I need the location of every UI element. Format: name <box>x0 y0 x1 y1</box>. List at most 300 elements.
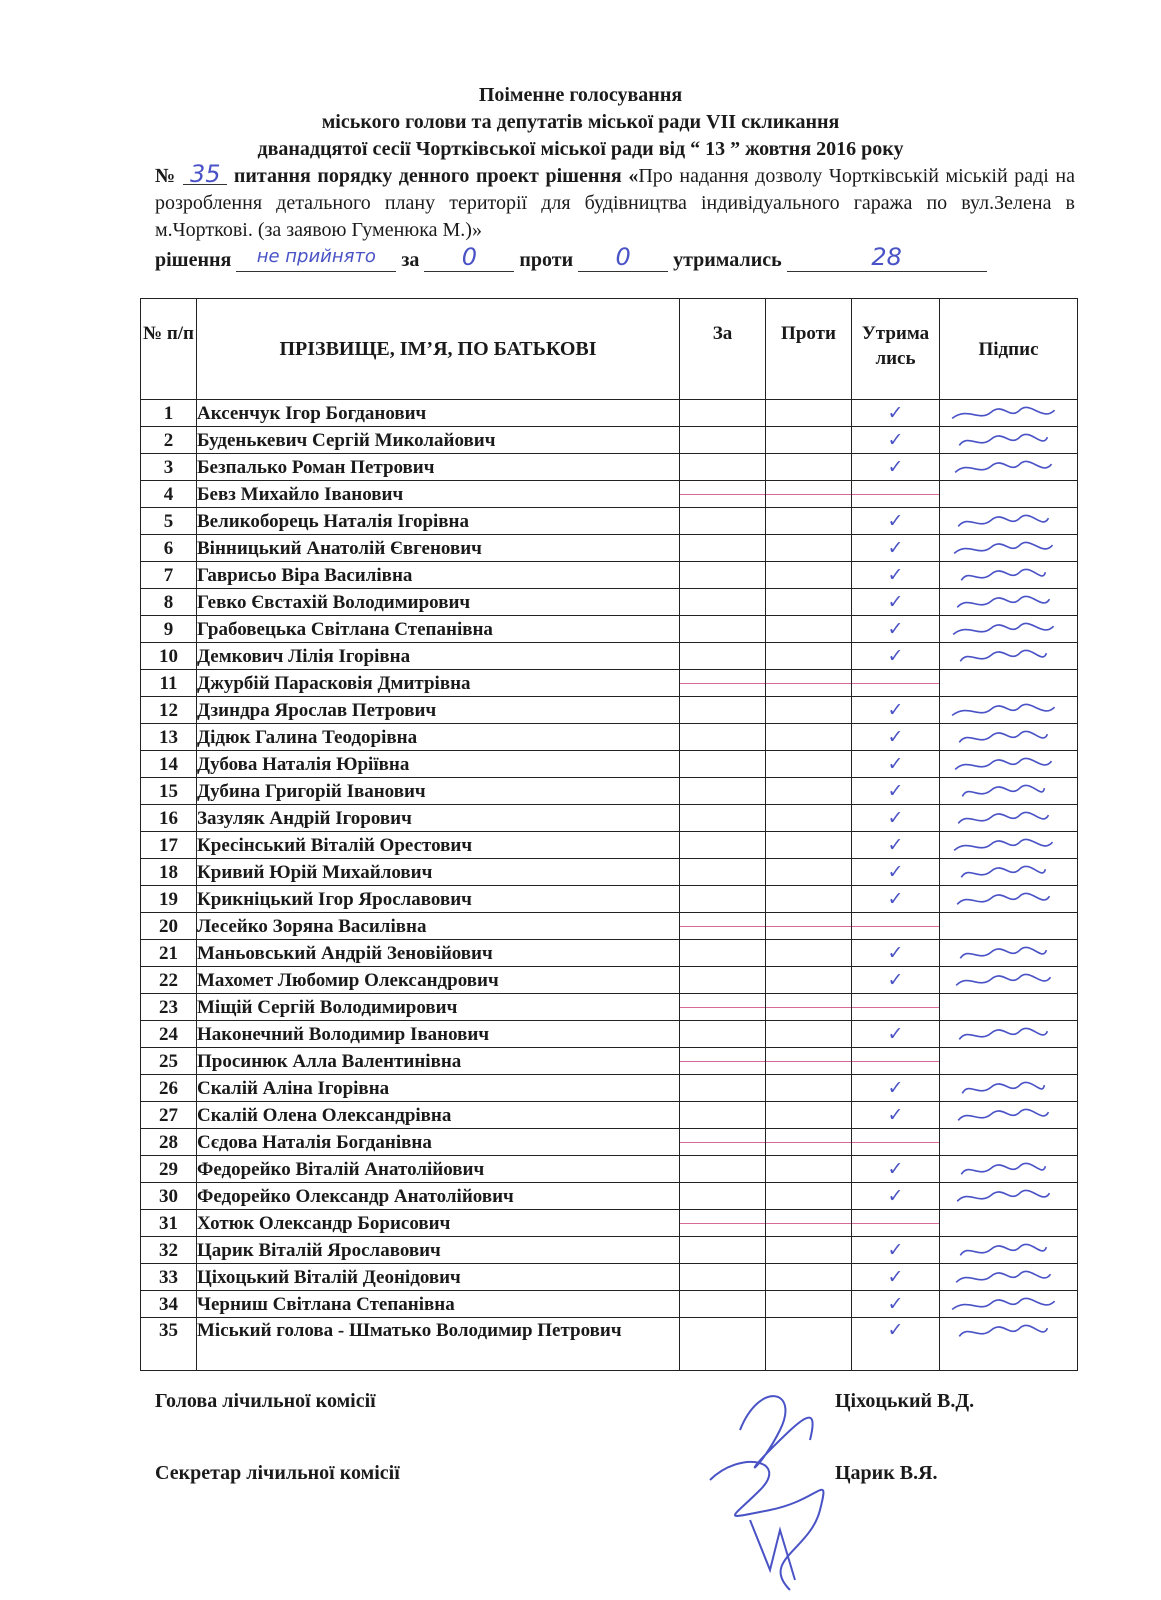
za-cell <box>680 1237 766 1264</box>
table-row <box>141 859 1078 886</box>
row-number: 29 <box>141 1156 197 1183</box>
abstain-cell <box>852 1210 940 1237</box>
abstain-cell: ✓ <box>852 535 940 562</box>
absent-strike-line <box>680 683 765 684</box>
za-cell <box>680 994 766 1021</box>
table-row <box>141 1021 1078 1048</box>
deputy-name: Дубова Наталія Юріївна <box>197 751 680 778</box>
signature-icon <box>948 404 1071 425</box>
abstain-cell: ✓ <box>852 562 940 589</box>
deputy-name: Грабовецька Світлана Степанівна <box>197 616 680 643</box>
signature-cell <box>940 643 1078 670</box>
za-cell <box>680 400 766 427</box>
proty-cell <box>766 751 852 778</box>
decision-label: рішення <box>155 249 232 271</box>
document-header <box>0 82 1161 163</box>
abstain-cell: ✓ <box>852 967 940 994</box>
table-row <box>141 427 1078 454</box>
signature-icon <box>948 1106 1071 1127</box>
za-cell <box>680 967 766 994</box>
table-row <box>141 1129 1078 1156</box>
za-label: за <box>401 249 420 271</box>
utr-count: 28 <box>787 245 987 272</box>
abstain-cell: ✓ <box>852 805 940 832</box>
proty-cell <box>766 1291 852 1318</box>
proty-label: проти <box>519 249 574 271</box>
absent-strike-line <box>852 1223 939 1224</box>
row-number: 22 <box>141 967 197 994</box>
row-number: 30 <box>141 1183 197 1210</box>
table-row <box>141 805 1078 832</box>
deputy-name: Аксенчук Ігор Богданович <box>197 400 680 427</box>
row-number: 7 <box>141 562 197 589</box>
row-number: 6 <box>141 535 197 562</box>
za-count: 0 <box>424 245 514 272</box>
signature-icon <box>948 647 1071 668</box>
signature-icon <box>948 890 1071 911</box>
row-number: 25 <box>141 1048 197 1075</box>
za-cell <box>680 1210 766 1237</box>
signature-cell <box>940 616 1078 643</box>
proty-cell <box>766 454 852 481</box>
za-cell <box>680 940 766 967</box>
deputy-name: Черниш Світлана Степанівна <box>197 1291 680 1318</box>
za-cell <box>680 454 766 481</box>
table-row <box>141 562 1078 589</box>
signature-icon <box>948 1160 1071 1181</box>
signature-cell <box>940 1264 1078 1291</box>
proty-cell <box>766 562 852 589</box>
absent-strike-line <box>680 1061 765 1062</box>
row-number: 27 <box>141 1102 197 1129</box>
abstain-cell: ✓ <box>852 697 940 724</box>
proty-cell <box>766 778 852 805</box>
za-cell <box>680 562 766 589</box>
proty-cell <box>766 940 852 967</box>
table-row <box>141 886 1078 913</box>
proty-cell <box>766 1129 852 1156</box>
signature-cell <box>940 1048 1078 1075</box>
absent-strike-line <box>766 1007 851 1008</box>
deputy-name: Дзиндра Ярослав Петрович <box>197 697 680 724</box>
signature-cell <box>940 913 1078 940</box>
row-number: 24 <box>141 1021 197 1048</box>
header-za: За <box>680 299 766 400</box>
proty-cell <box>766 589 852 616</box>
deputy-name: Наконечний Володимир Іванович <box>197 1021 680 1048</box>
row-number: 20 <box>141 913 197 940</box>
abstain-cell: ✓ <box>852 778 940 805</box>
table-row <box>141 967 1078 994</box>
proty-cell <box>766 1075 852 1102</box>
absent-strike-line <box>852 1007 939 1008</box>
absent-strike-line <box>680 494 765 495</box>
table-row <box>141 1318 1078 1371</box>
absent-strike-line <box>852 1142 939 1143</box>
signature-cell <box>940 751 1078 778</box>
table-row <box>141 1183 1078 1210</box>
deputy-name: Лесейко Зоряна Василівна <box>197 913 680 940</box>
deputy-name: Кресінський Віталій Орестович <box>197 832 680 859</box>
table-row <box>141 940 1078 967</box>
za-cell <box>680 1102 766 1129</box>
signature-cell <box>940 967 1078 994</box>
secretary-name: Царик В.Я. <box>835 1462 938 1484</box>
signature-icon <box>948 728 1071 749</box>
header-subtitle: міського голови та депутатів міської ради VII скликання <box>321 111 840 133</box>
table-row <box>141 670 1078 697</box>
row-number: 28 <box>141 1129 197 1156</box>
proty-cell <box>766 1318 852 1371</box>
absent-strike-line <box>852 1061 939 1062</box>
table-row <box>141 535 1078 562</box>
row-number: 16 <box>141 805 197 832</box>
table-row <box>141 1102 1078 1129</box>
row-number: 26 <box>141 1075 197 1102</box>
abstain-cell: ✓ <box>852 1102 940 1129</box>
row-number: 32 <box>141 1237 197 1264</box>
row-number: 17 <box>141 832 197 859</box>
deputy-name: Царик Віталій Ярославович <box>197 1237 680 1264</box>
row-number: 19 <box>141 886 197 913</box>
header-name: ПРІЗВИЩЕ, ІМ’Я, ПО БАТЬКОВІ <box>197 299 680 400</box>
deputy-name: Міщій Сергій Володимирович <box>197 994 680 1021</box>
proty-cell <box>766 724 852 751</box>
table-row <box>141 481 1078 508</box>
table-row <box>141 1237 1078 1264</box>
row-number: 12 <box>141 697 197 724</box>
deputy-name: Буденькевич Сергій Миколайович <box>197 427 680 454</box>
secretary-label: Секретар лічильної комісії <box>155 1462 400 1484</box>
proty-cell <box>766 616 852 643</box>
row-number: 8 <box>141 589 197 616</box>
signature-icon <box>948 701 1071 722</box>
proty-cell <box>766 508 852 535</box>
question-label: питання порядку денного проект рішення « <box>233 165 639 187</box>
deputy-name: Дубина Григорій Іванович <box>197 778 680 805</box>
za-cell <box>680 1129 766 1156</box>
decision-line <box>155 245 1075 272</box>
signature-cell <box>940 535 1078 562</box>
abstain-cell <box>852 1048 940 1075</box>
proty-count: 0 <box>578 245 668 272</box>
row-number: 35 <box>141 1318 197 1371</box>
abstain-cell: ✓ <box>852 1291 940 1318</box>
signature-cell <box>940 1183 1078 1210</box>
signature-cell <box>940 778 1078 805</box>
signature-cell <box>940 508 1078 535</box>
absent-strike-line <box>766 1223 851 1224</box>
abstain-cell: ✓ <box>852 940 940 967</box>
za-cell <box>680 616 766 643</box>
row-number: 5 <box>141 508 197 535</box>
signature-icon <box>948 1079 1071 1100</box>
abstain-cell: ✓ <box>852 724 940 751</box>
table-row <box>141 1264 1078 1291</box>
proty-cell <box>766 913 852 940</box>
signature-cell <box>940 562 1078 589</box>
za-cell <box>680 1021 766 1048</box>
proty-cell <box>766 886 852 913</box>
abstain-cell: ✓ <box>852 751 940 778</box>
signature-cell <box>940 670 1078 697</box>
proty-cell <box>766 994 852 1021</box>
proty-cell <box>766 1183 852 1210</box>
signature-icon <box>948 971 1071 992</box>
table-row <box>141 994 1078 1021</box>
signature-icon <box>948 539 1071 560</box>
abstain-cell: ✓ <box>852 832 940 859</box>
signature-icon <box>948 1295 1071 1316</box>
deputy-name: Безпалько Роман Петрович <box>197 454 680 481</box>
abstain-cell <box>852 481 940 508</box>
deputy-name: Демкович Лілія Ігорівна <box>197 643 680 670</box>
za-cell <box>680 508 766 535</box>
deputy-name: Маньовський Андрій Зеновійович <box>197 940 680 967</box>
table-row <box>141 643 1078 670</box>
signature-cell <box>940 589 1078 616</box>
table-row <box>141 913 1078 940</box>
utr-label: утримались <box>673 249 782 271</box>
signature-icon <box>948 1025 1071 1046</box>
signature-icon <box>948 1241 1071 1262</box>
deputy-name: Міський голова - Шматько Володимир Петрович <box>197 1318 680 1371</box>
row-number: 33 <box>141 1264 197 1291</box>
abstain-cell: ✓ <box>852 400 940 427</box>
row-number: 31 <box>141 1210 197 1237</box>
za-cell <box>680 535 766 562</box>
proty-cell <box>766 805 852 832</box>
abstain-cell: ✓ <box>852 1318 940 1371</box>
abstain-cell: ✓ <box>852 508 940 535</box>
signature-icon <box>948 755 1071 776</box>
header-utr: Утрима лись <box>852 299 940 400</box>
table-row <box>141 1156 1078 1183</box>
deputy-name: Ціхоцький Віталій Деонідович <box>197 1264 680 1291</box>
za-cell <box>680 805 766 832</box>
signature-icon <box>948 863 1071 884</box>
za-cell <box>680 724 766 751</box>
za-cell <box>680 670 766 697</box>
abstain-cell: ✓ <box>852 1021 940 1048</box>
proty-cell <box>766 1210 852 1237</box>
question-text: Про надання дозволу Чортківській міській раді на розроблення детального плану території для будівництва індивідуального гаража по вул.Зелена в м.Чорткові. (за заявою Гуменюка М.)» <box>155 165 1075 241</box>
footer-chair <box>155 1390 1075 1413</box>
deputy-name: Гаврисьо Віра Василівна <box>197 562 680 589</box>
signature-cell <box>940 994 1078 1021</box>
row-number: 34 <box>141 1291 197 1318</box>
proty-cell <box>766 1156 852 1183</box>
abstain-cell: ✓ <box>852 454 940 481</box>
za-cell <box>680 697 766 724</box>
proty-cell <box>766 1048 852 1075</box>
agenda-question <box>155 160 1075 244</box>
signature-cell <box>940 1102 1078 1129</box>
signature-icon <box>948 458 1071 479</box>
proty-cell <box>766 670 852 697</box>
row-number: 10 <box>141 643 197 670</box>
header-sig: Підпис <box>940 299 1078 400</box>
za-cell <box>680 1156 766 1183</box>
abstain-cell <box>852 670 940 697</box>
signature-cell <box>940 481 1078 508</box>
za-cell <box>680 751 766 778</box>
za-cell <box>680 1291 766 1318</box>
table-row <box>141 589 1078 616</box>
absent-strike-line <box>766 683 851 684</box>
za-cell <box>680 832 766 859</box>
row-number: 11 <box>141 670 197 697</box>
signature-cell <box>940 886 1078 913</box>
row-number: 13 <box>141 724 197 751</box>
question-prefix: № <box>155 165 177 187</box>
absent-strike-line <box>766 1142 851 1143</box>
za-cell <box>680 886 766 913</box>
row-number: 1 <box>141 400 197 427</box>
proty-cell <box>766 535 852 562</box>
absent-strike-line <box>680 926 765 927</box>
table-row <box>141 1075 1078 1102</box>
absent-strike-line <box>852 926 939 927</box>
vote-table <box>140 298 1078 1371</box>
signature-icon <box>948 431 1071 452</box>
signature-cell <box>940 1075 1078 1102</box>
signature-cell <box>940 805 1078 832</box>
proty-cell <box>766 1264 852 1291</box>
table-row <box>141 1048 1078 1075</box>
deputy-name: Скалій Олена Олександрівна <box>197 1102 680 1129</box>
signature-cell <box>940 400 1078 427</box>
commission-signatures-icon <box>700 1370 880 1600</box>
signature-icon <box>948 566 1071 587</box>
proty-cell <box>766 1102 852 1129</box>
absent-strike-line <box>766 494 851 495</box>
signature-cell <box>940 1021 1078 1048</box>
table-row <box>141 1291 1078 1318</box>
za-cell <box>680 1075 766 1102</box>
vote-table-body <box>141 400 1078 1371</box>
signature-cell <box>940 1318 1078 1371</box>
abstain-cell: ✓ <box>852 886 940 913</box>
deputy-name: Великоборець Наталія Ігорівна <box>197 508 680 535</box>
signature-cell <box>940 427 1078 454</box>
absent-strike-line <box>680 1142 765 1143</box>
table-row <box>141 697 1078 724</box>
signature-cell <box>940 1291 1078 1318</box>
signature-cell <box>940 1237 1078 1264</box>
signature-cell <box>940 859 1078 886</box>
za-cell <box>680 913 766 940</box>
abstain-cell: ✓ <box>852 616 940 643</box>
signature-icon <box>948 1187 1071 1208</box>
deputy-name: Зазуляк Андрій Ігорович <box>197 805 680 832</box>
signature-cell <box>940 454 1078 481</box>
signature-icon <box>948 620 1071 641</box>
za-cell <box>680 643 766 670</box>
absent-strike-line <box>680 1007 765 1008</box>
signature-cell <box>940 1129 1078 1156</box>
question-number: 35 <box>183 164 227 185</box>
table-row <box>141 751 1078 778</box>
proty-cell <box>766 697 852 724</box>
abstain-cell: ✓ <box>852 427 940 454</box>
signature-icon <box>948 809 1071 830</box>
za-cell <box>680 1264 766 1291</box>
chair-name: Ціхоцький В.Д. <box>835 1390 975 1412</box>
za-cell <box>680 1183 766 1210</box>
signature-cell <box>940 940 1078 967</box>
za-cell <box>680 427 766 454</box>
deputy-name: Просинюк Алла Валентинівна <box>197 1048 680 1075</box>
proty-cell <box>766 400 852 427</box>
deputy-name: Бевз Михайло Іванович <box>197 481 680 508</box>
za-cell <box>680 1048 766 1075</box>
table-row <box>141 724 1078 751</box>
proty-cell <box>766 832 852 859</box>
row-number: 14 <box>141 751 197 778</box>
signature-cell <box>940 1210 1078 1237</box>
proty-cell <box>766 481 852 508</box>
deputy-name: Федорейко Віталій Анатолійович <box>197 1156 680 1183</box>
abstain-cell <box>852 913 940 940</box>
za-cell <box>680 481 766 508</box>
table-row <box>141 454 1078 481</box>
proty-cell <box>766 859 852 886</box>
signature-icon <box>948 1268 1071 1289</box>
row-number: 23 <box>141 994 197 1021</box>
signature-icon <box>948 836 1071 857</box>
table-row <box>141 616 1078 643</box>
za-cell <box>680 589 766 616</box>
deputy-name: Вінницький Анатолій Євгенович <box>197 535 680 562</box>
decision-value: не прийнято <box>236 245 396 272</box>
abstain-cell: ✓ <box>852 1075 940 1102</box>
za-cell <box>680 778 766 805</box>
header-session: дванадцятої сесії Чортківської міської ради від “ 13 ” жовтня 2016 року <box>257 138 904 160</box>
footer-secretary <box>155 1462 1075 1485</box>
table-row <box>141 508 1078 535</box>
deputy-name: Джурбій Парасковія Дмитрівна <box>197 670 680 697</box>
absent-strike-line <box>680 1223 765 1224</box>
signature-cell <box>940 724 1078 751</box>
abstain-cell: ✓ <box>852 859 940 886</box>
abstain-cell: ✓ <box>852 589 940 616</box>
signature-cell <box>940 832 1078 859</box>
table-row <box>141 778 1078 805</box>
signature-icon <box>948 512 1071 533</box>
proty-cell <box>766 1237 852 1264</box>
deputy-name: Хотюк Олександр Борисович <box>197 1210 680 1237</box>
absent-strike-line <box>852 683 939 684</box>
absent-strike-line <box>766 926 851 927</box>
abstain-cell: ✓ <box>852 1183 940 1210</box>
header-proty: Проти <box>766 299 852 400</box>
row-number: 4 <box>141 481 197 508</box>
table-header-row <box>141 299 1078 400</box>
proty-cell <box>766 427 852 454</box>
signature-icon <box>948 1322 1071 1343</box>
row-number: 21 <box>141 940 197 967</box>
signature-cell <box>940 697 1078 724</box>
proty-cell <box>766 1021 852 1048</box>
header-num: № п/п <box>141 299 197 400</box>
deputy-name: Дідюк Галина Теодорівна <box>197 724 680 751</box>
za-cell <box>680 859 766 886</box>
deputy-name: Крикніцький Ігор Ярославович <box>197 886 680 913</box>
table-row <box>141 400 1078 427</box>
abstain-cell <box>852 994 940 1021</box>
proty-cell <box>766 643 852 670</box>
